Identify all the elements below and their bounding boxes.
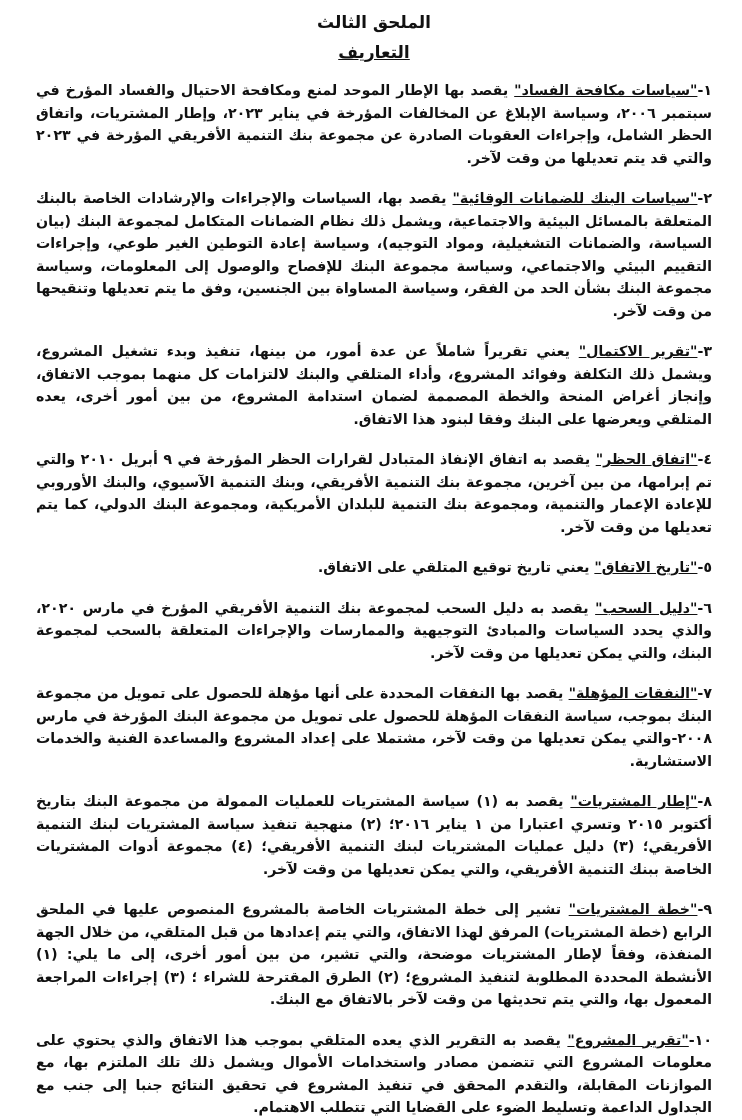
annex-title: الملحق الثالث — [317, 13, 431, 33]
definition-item — [36, 557, 712, 580]
defined-term: "تقرير المشروع" — [567, 1032, 689, 1049]
defined-term: "اتفاق الحظر" — [595, 452, 698, 468]
definition-text: يقصد به دليل السحب لمجموعة بنك التنمية الأفريقي المؤرخ في مارس ٢٠٢٠، والذي يحدد السياسات والمبادئ التوجيهية والممارسات والإجراءات المتعلقة بالسحب لمجموعة البنك، والتي يمكن تعديلها من وقت لآخر. — [36, 600, 712, 662]
definition-text: يقصد به اتفاق الإنفاذ المتبادل لقرارات الحظر المؤرخة في ٩ أبريل ٢٠١٠ والتي تم إبرامها، من بين آخرين، مجموعة بنك التنمية الأفريقي، وبنك التنمية الآسيوي، والبنك الأوروبي للإعادة الإعمار والتنمية، ومجموعة بنك التنمية للبلدان الأمريكية، ومجموعة البنك الدولي، كما يتم تعديلها من وقت لآخر. — [36, 452, 712, 536]
definition-text: يقصد به (١) سياسة المشتريات للعمليات الممولة من مجموعة البنك بتاريخ أكتوبر ٢٠١٥ وتسري اعتبارا من ١ يناير ٢٠١٦؛ (٢) منهجية تنفيذ سياسة المشتريات لبنك التنمية الأفريقي؛ (٣) دليل عمليات المشتريات لبنك التنمية الأفريقي؛ (٤) مجموعة أدوات المشتريات الخاصة ببنك التنمية الأفريقي، والتي يمكن تعديلها من وقت لآخر. — [36, 794, 712, 878]
defined-term: "النفقات المؤهلة" — [568, 686, 698, 702]
item-number: ٧- — [697, 686, 712, 702]
definition-item — [36, 449, 712, 539]
definition-text: تشير إلى خطة المشتريات الخاصة بالمشروع المنصوص عليها في الملحق الرابع (خطة المشتريات) المرفق لهذا الاتفاق، والتي يتم إعدادها من قبل المتلقي، من خلال الجهة المنفذة، وفقاً لإطار المشتريات موضحة، والتي تشير، من بين أمور أخرى، إلى ما يلي: (١) الأنشطة المحددة المطلوبة لتنفيذ المشروع؛ (٢) الطرق المقترحة للشراء ؛ (٣) إجراءات المراجعة المعمول بها، والتي يتم تحديثها من وقت لآخر بالاتفاق مع البنك. — [36, 902, 712, 1008]
defined-term: "تقرير الاكتمال" — [578, 344, 698, 360]
item-number: ١- — [697, 83, 712, 99]
item-number: ٨- — [697, 794, 712, 810]
defined-term: "سياسات البنك للضمانات الوقائية" — [452, 191, 698, 207]
definitions-list — [36, 80, 712, 1120]
definition-text: يقصد به التقرير الذي يعده المتلقي بموجب هذا الاتفاق والذي يحتوي على معلومات المشروع التي تتضمن مصادر واستخدامات الأموال ويشمل ذلك تلك الملتزم بها، مع الموازنات المقابلة، والتقدم المحقق في تنفيذ المشروع في تحقيق النتائج جنبا إلى جنب مع الجداول الداعمة وتسليط الضوء على القضايا التي تتطلب الاهتمام. — [36, 1032, 712, 1116]
definition-item — [36, 341, 712, 431]
item-number: ٣- — [697, 344, 713, 360]
item-number: ٢- — [697, 191, 712, 207]
section-title: التعاريف — [338, 43, 410, 63]
definition-text: يقصد بها الإطار الموحد لمنع ومكافحة الاحتيال والفساد المؤرخ في سبتمبر ٢٠٠٦، وسياسة الإبلاغ عن المخالفات المؤرخة في يناير ٢٠٢٣، وإطار المشتريات، واتفاق الحظر الشامل، وإجراءات العقوبات الصادرة عن مجموعة بنك التنمية الأفريقي المؤرخة في ٢٠٢٣ والتي قد يتم تعديلها من وقت لآخر. — [36, 83, 712, 167]
definition-item — [36, 80, 712, 170]
definition-item — [36, 899, 712, 1012]
defined-term: "تاريخ الاتفاق" — [594, 560, 698, 576]
definition-item — [36, 598, 712, 666]
definition-item — [36, 1030, 712, 1120]
definition-text: يعني تقريراً شاملاً عن عدة أمور، من بينها، تنفيذ وبدء تشغيل المشروع، ويشمل ذلك التكلفة وفوائد المشروع، وأداء المتلقي والبنك لالتزامات كل منهما بموجب الاتفاق، وإنجاز أغراض المنحة والخطة المصممة لضمان استدامة المشروع، من بين أمور أخرى، يعده المتلقي ويعرضها على البنك وفقا لبنود هذا الاتفاق. — [36, 344, 712, 428]
item-number: ٤- — [697, 452, 713, 468]
definition-item — [36, 683, 712, 773]
item-number: ٦- — [697, 600, 712, 617]
defined-term: "إطار المشتريات" — [570, 794, 698, 810]
definition-item — [36, 791, 712, 881]
defined-term: "دليل السحب" — [595, 600, 698, 617]
definition-text: يقصد بها، السياسات والإجراءات والإرشادات الخاصة بالبنك المتعلقة بالمسائل البيئية والاجتماعية، ويشمل ذلك نظام الضمانات المتكامل لمجموعة البنك (بيان السياسة، والضمانات التشغيلية، ومواد التوجيه)، وسياسة إعادة التوطين الغير طوعي، وإجراءات التقييم البيئي والاجتماعي، وسياسة مجموعة البنك للإفصاح والوصول إلى المعلومات، وسياسة مجموعة البنك بشأن الحد من الفقر، وسياسة المساواة بين الجنسين، وفق ما يتم تعديلها وتنقيحها من وقت لآخر. — [36, 191, 712, 320]
definition-text: يعني تاريخ توقيع المتلقي على الاتفاق. — [317, 560, 595, 576]
item-number: ١٠- — [688, 1032, 712, 1049]
header — [36, 12, 712, 66]
defined-term: "خطة المشتريات" — [568, 902, 698, 918]
item-number: ٥- — [697, 560, 712, 576]
definition-item — [36, 188, 712, 323]
definition-text: يقصد بها النفقات المحددة على أنها مؤهلة للحصول على تمويل من مجموعة البنك بموجب، سياسة النفقات المؤهلة للحصول على تمويل من مجموعة البنك المؤرخة في مارس ٢٠٠٨-والتي يمكن تعديلها من وقت لآخر، مشتملا على إعداد المشروع والمساعدة الفنية والخدمات الاستشارية. — [36, 686, 712, 770]
defined-term: "سياسات مكافحة الفساد" — [514, 83, 698, 99]
item-number: ٩- — [697, 902, 712, 918]
